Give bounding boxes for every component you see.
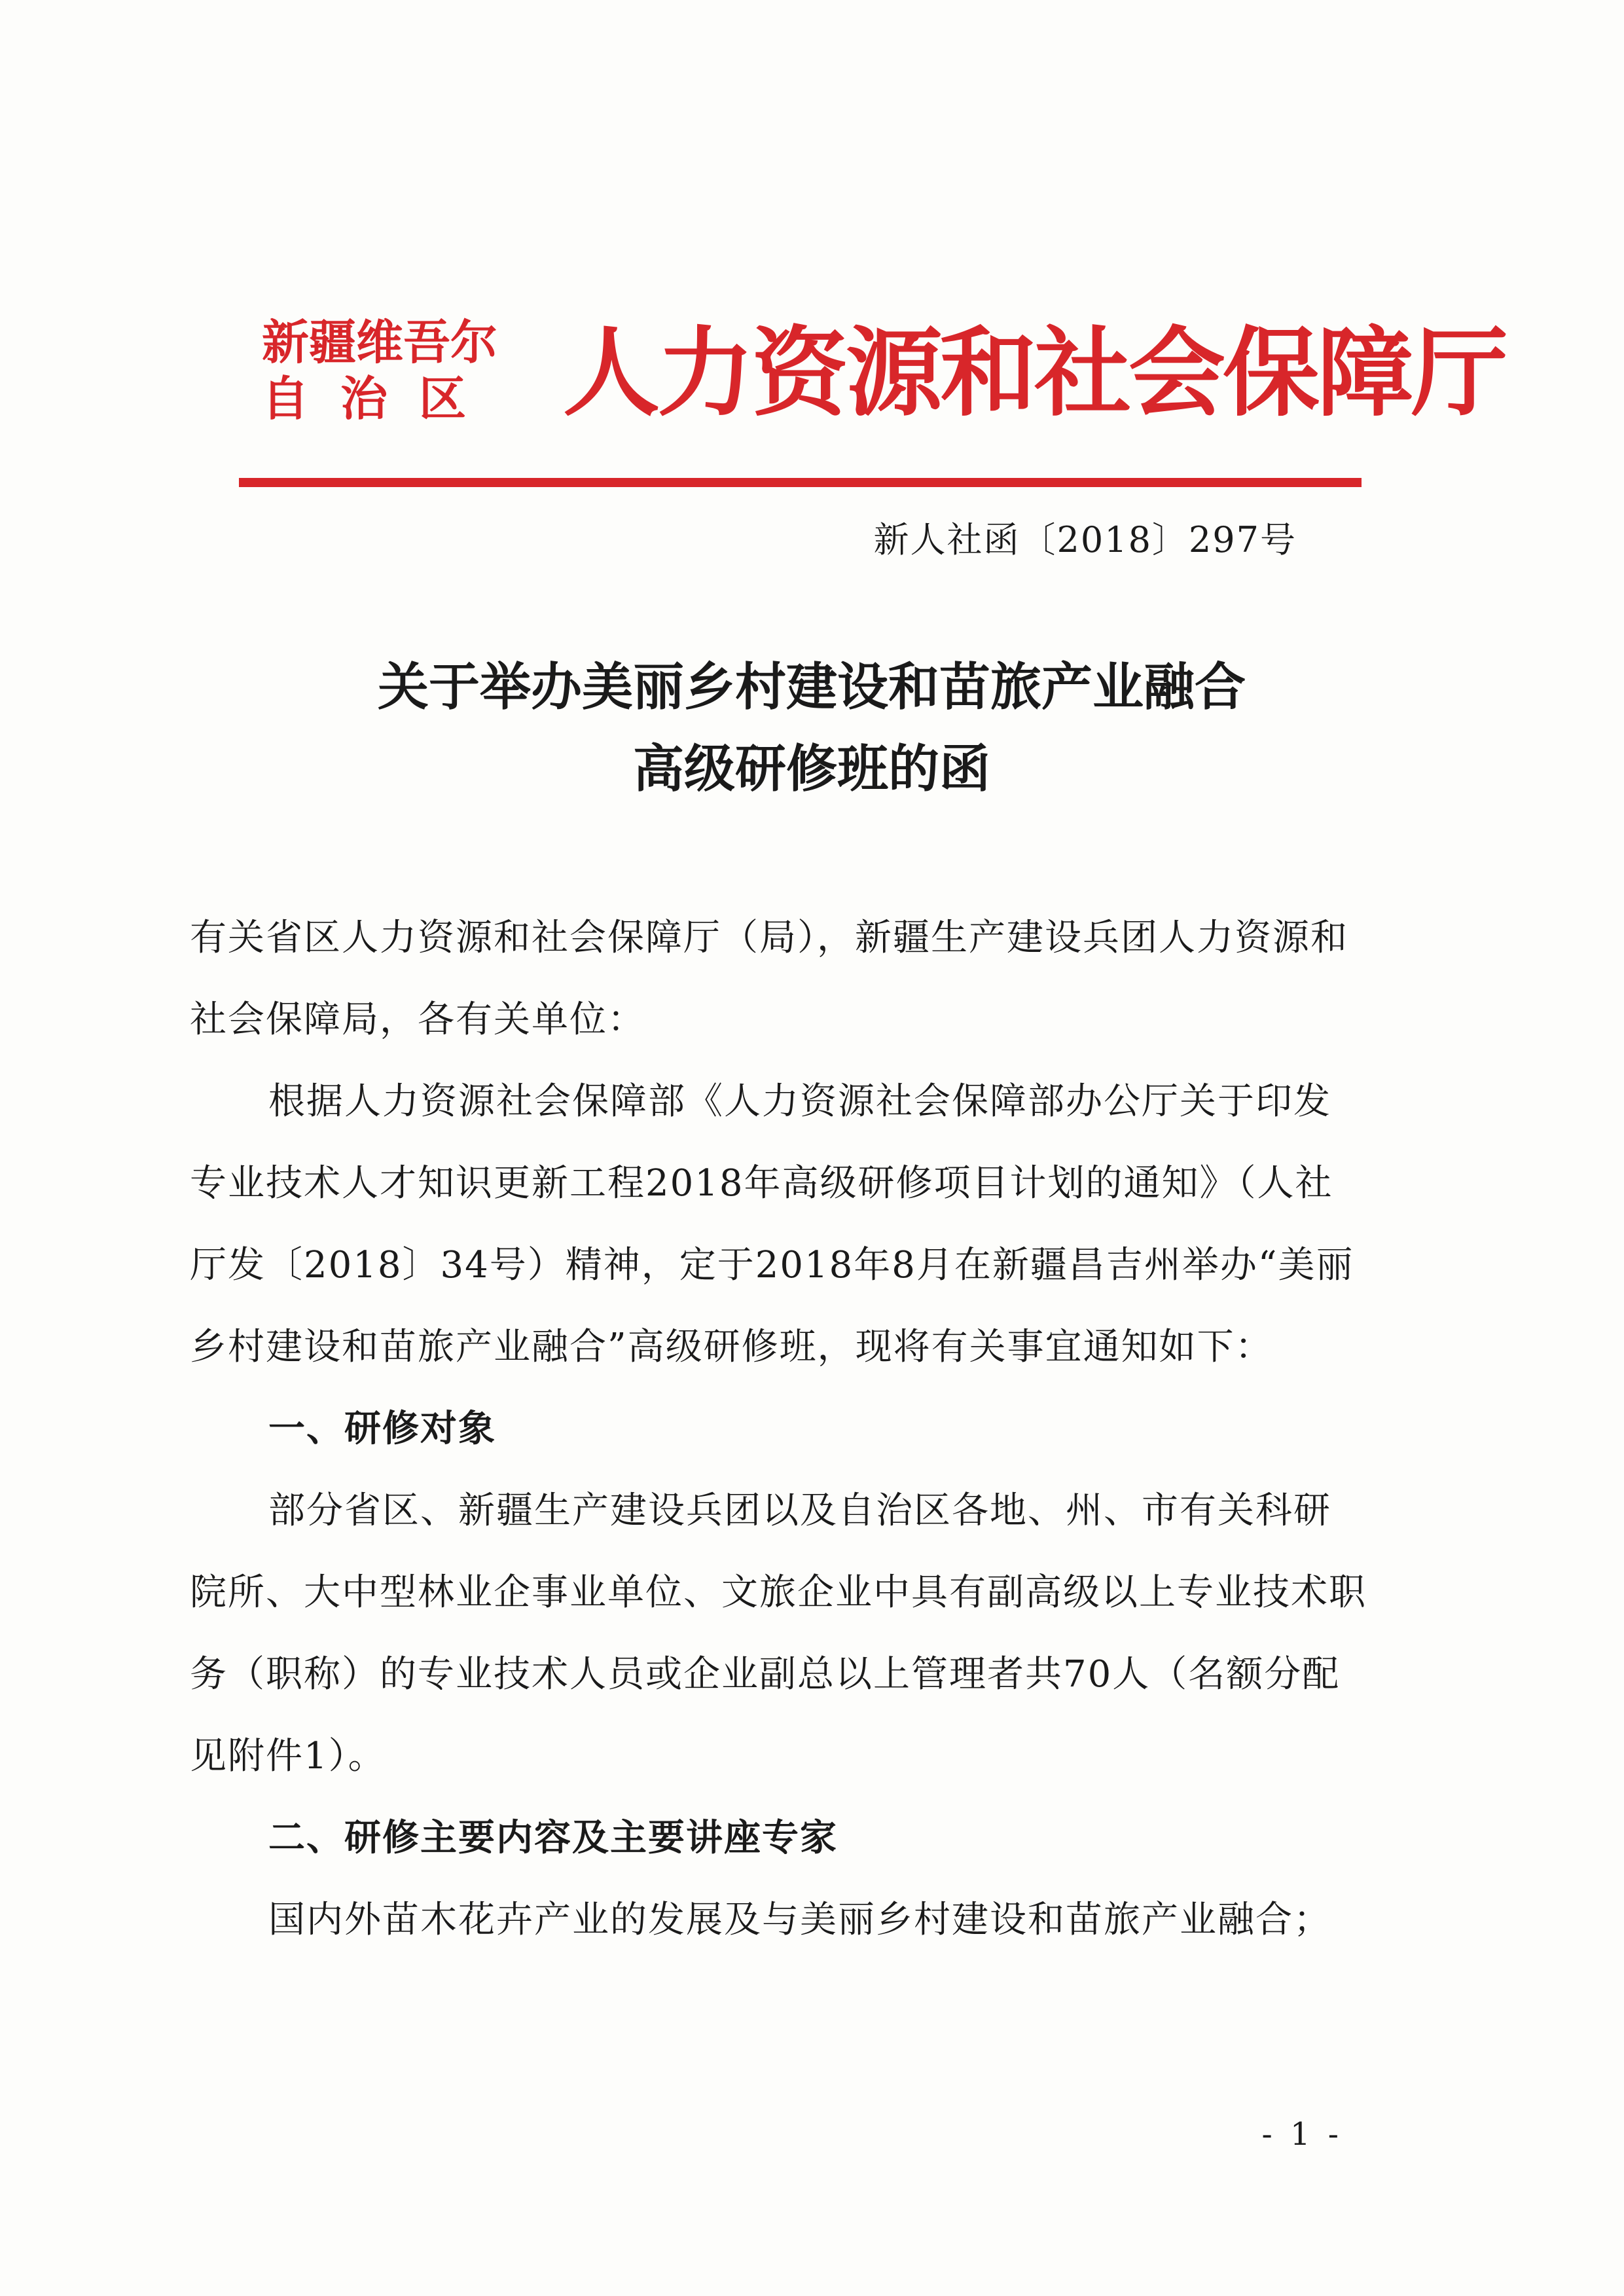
document-body — [190, 897, 1368, 1961]
org-name-large: 人力资源和社会保障厅 — [563, 317, 1506, 429]
document-title-line1: 关于举办美丽乡村建设和苗旅产业融合 — [377, 658, 1246, 717]
section1-paragraph: 部分省区、新疆生产建设兵团以及自治区各地、州、市有关科研院所、大中型林业企事业单位、文旅企业中具有副高级以上专业技术职务（职称）的专业技术人员或企业副总以上管理者共70人（名额分配见附件1）。 — [190, 1489, 1367, 1777]
header-red-rule — [239, 478, 1362, 487]
addressee-paragraph: 有关省区人力资源和社会保障厅（局），新疆生产建设兵团人力资源和社会保障局，各有关单位： — [190, 917, 1348, 1041]
org-name-small — [262, 314, 537, 427]
section1-heading: 一、研修对象 — [268, 1408, 496, 1450]
page-number: - 1 - — [1261, 2116, 1343, 2153]
intro-paragraph: 根据人力资源社会保障部《人力资源社会保障部办公厅关于印发专业技术人才知识更新工程2018年高级研修项目计划的通知》（人社厅发〔2018〕34号）精神，定于2018年8月在新疆昌吉州举办“美丽乡村建设和苗旅产业融合”高级研修班，现将有关事宜通知如下： — [190, 1080, 1354, 1368]
section2-heading: 二、研修主要内容及主要讲座专家 — [268, 1817, 838, 1859]
org-name-small-line1: 新疆维吾尔 — [262, 315, 498, 370]
org-name-small-line2: 自治区 — [262, 371, 498, 426]
document-title-line2: 高级研修班的函 — [632, 740, 990, 799]
section2-paragraph: 国内外苗木花卉产业的发展及与美丽乡村建设和苗旅产业融合； — [268, 1899, 1331, 1941]
document-number: 新人社函〔2018〕297号 — [873, 519, 1297, 560]
